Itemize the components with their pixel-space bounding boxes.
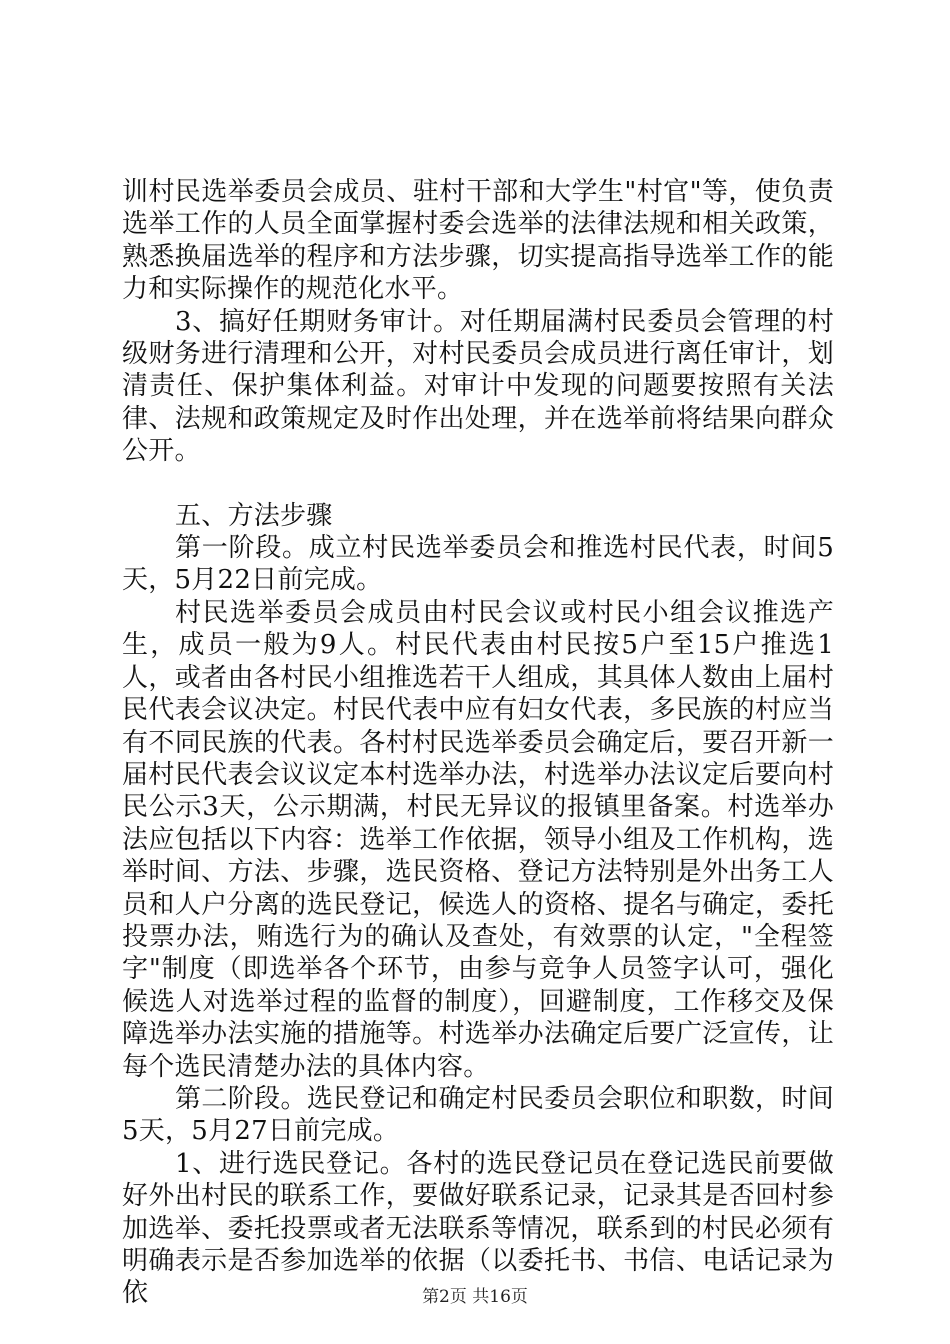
paragraph-financial-audit: 3、搞好任期财务审计。对任期届满村民委员会管理的村级财务进行清理和公开，对村民委员会成员进行离任审计，划清责任、保护集体利益。对审计中发现的问题要按照有关法律、法规和政策规定及时作出处理，并在选举前将结果向群众公开。	[122, 306, 834, 467]
section-heading-methods: 五、方法步骤	[175, 500, 333, 531]
page-number-footer: 第2页 共16页	[422, 1287, 528, 1307]
paragraph-spacer	[122, 468, 834, 500]
paragraph-stage-two: 第二阶段。选民登记和确定村民委员会职位和职数，时间5天，5月27日前完成。	[122, 1083, 834, 1147]
document-body	[122, 176, 834, 1310]
paragraph-voter-registration: 1、进行选民登记。各村的选民登记员在登记选民前要做好外出村民的联系工作，要做好联系记录，记录其是否回村参加选举、委托投票或者无法联系等情况，联系到的村民必须有明确表示是否参加选举的依据（以委托书、书信、电话记录为依	[122, 1148, 834, 1309]
paragraph-stage-one: 第一阶段。成立村民选举委员会和推选村民代表，时间5天，5月22日前完成。	[122, 533, 834, 596]
paragraph-training-continuation: 训村民选举委员会成员、驻村干部和大学生"村官"等，使负责选举工作的人员全面掌握村委会选举的法律法规和相关政策，熟悉换届选举的程序和方法步骤，切实提高指导选举工作的能力和实际操作的规范化水平。	[122, 177, 834, 305]
paragraph-election-committee: 村民选举委员会成员由村民会议或村民小组会议推选产生，成员一般为9人。村民代表由村民按5户至15户推选1人，或者由各村民小组推选若干人组成，其具体人数由上届村民代表会议决定。村民代表中应有妇女代表，多民族的村应当有不同民族的代表。各村村民选举委员会确定后，要召开新一届村民代表会议议定本村选举办法，村选举办法议定后要向村民公示3天，公示期满，村民无异议的报镇里备案。村选举办法应包括以下内容：选举工作依据，领导小组及工作机构，选举时间、方法、步骤，选民资格、登记方法特别是外出务工人员和人户分离的选民登记，候选人的资格、提名与确定，委托投票办法，贿选行为的确认及查处，有效票的认定，"全程签字"制度（即选举各个环节，由参与竞争人员签字认可，强化候选人对选举过程的监督的制度），回避制度，工作移交及保障选举办法实施的措施等。村选举办法确定后要广泛宣传，让每个选民清楚办法的具体内容。	[122, 597, 834, 1082]
